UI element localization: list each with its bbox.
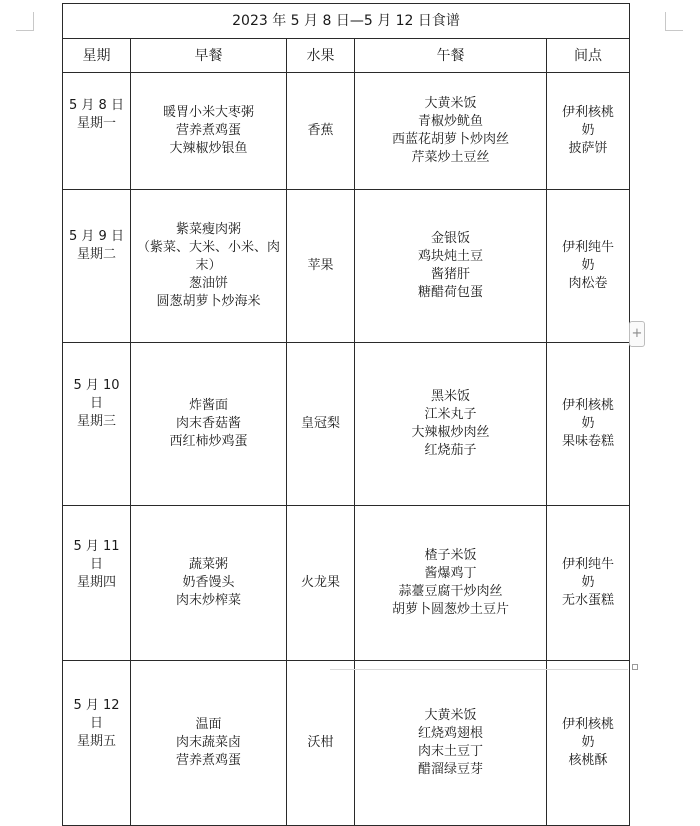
snack-cell[interactable] xyxy=(547,661,630,826)
dish: 西红柿炒鸡蛋 xyxy=(169,434,248,449)
header-fruit[interactable]: 水果 xyxy=(287,39,355,73)
crop-mark-top-left-h xyxy=(16,30,34,31)
table-resize-handle[interactable] xyxy=(632,664,638,670)
header-snack[interactable]: 间点 xyxy=(547,39,630,73)
snack-line: 伊利核桃 xyxy=(562,717,615,732)
lunch-cell[interactable] xyxy=(355,661,547,826)
snack-line: 肉松卷 xyxy=(568,276,608,291)
crop-mark-top-right-h xyxy=(665,30,683,31)
dish: 蒜薹豆腐干炒肉丝 xyxy=(398,584,503,599)
snack-cell[interactable] xyxy=(547,73,630,190)
table-row xyxy=(63,506,630,661)
dish: 酱爆鸡丁 xyxy=(424,566,477,581)
snack-cell[interactable] xyxy=(547,506,630,661)
dish: 糖醋荷包蛋 xyxy=(417,285,483,300)
date-cell[interactable] xyxy=(63,506,131,661)
date-cell[interactable] xyxy=(63,190,131,343)
dish: 金银饭 xyxy=(430,231,470,246)
lunch-cell[interactable] xyxy=(355,343,547,506)
table-row xyxy=(63,661,630,826)
dish: 胡萝卜圆葱炒土豆片 xyxy=(391,602,509,617)
add-row-button[interactable] xyxy=(629,321,645,347)
dish-note: （紫菜、大米、小米、肉 xyxy=(136,240,280,255)
weekday-line: 星期四 xyxy=(76,575,116,590)
date-line: 5 月 8 日 xyxy=(69,98,124,113)
breakfast-cell[interactable] xyxy=(131,190,287,343)
menu-title[interactable]: 2023 年 5 月 8 日—5 月 12 日食谱 xyxy=(63,4,630,39)
table-bottom-guide xyxy=(330,669,628,670)
dish: 大辣椒炒肉丝 xyxy=(411,425,490,440)
snack-line: 伊利核桃 xyxy=(562,398,615,413)
breakfast-cell[interactable] xyxy=(131,661,287,826)
dish: 青椒炒鱿鱼 xyxy=(417,114,483,129)
table-row xyxy=(63,343,630,506)
lunch-cell[interactable] xyxy=(355,73,547,190)
snack-line: 果味卷糕 xyxy=(562,434,615,449)
dish: 大黄米饭 xyxy=(424,96,477,111)
title-row xyxy=(63,4,630,39)
dish-note: 末） xyxy=(195,258,222,273)
weekday-line: 星期三 xyxy=(76,414,116,429)
header-breakfast[interactable]: 早餐 xyxy=(131,39,287,73)
snack-line: 奶 xyxy=(581,575,595,590)
dish: 大黄米饭 xyxy=(424,708,477,723)
snack-line: 奶 xyxy=(581,123,595,138)
dish: 暖胃小米大枣粥 xyxy=(162,105,254,120)
snack-line: 无水蛋糕 xyxy=(562,593,615,608)
dish: 肉末香菇酱 xyxy=(175,416,241,431)
header-lunch[interactable]: 午餐 xyxy=(355,39,547,73)
dish: 西蓝花胡萝卜炒肉丝 xyxy=(391,132,509,147)
dish: 温面 xyxy=(195,717,222,732)
date-cell[interactable] xyxy=(63,73,131,190)
dish: 圆葱胡萝卜炒海米 xyxy=(156,294,261,309)
dish: 葱油饼 xyxy=(188,276,228,291)
dish: 肉末土豆丁 xyxy=(417,744,483,759)
date-line: 5 月 9 日 xyxy=(69,229,124,244)
breakfast-cell[interactable] xyxy=(131,73,287,190)
table-row xyxy=(63,190,630,343)
weekday-line: 星期二 xyxy=(76,247,116,262)
dish: 紫菜瘦肉粥 xyxy=(175,222,241,237)
date-line: 5 月 10 xyxy=(73,378,120,393)
dish: 营养煮鸡蛋 xyxy=(175,123,241,138)
snack-line: 奶 xyxy=(581,258,595,273)
lunch-cell[interactable] xyxy=(355,506,547,661)
crop-mark-top-right-v xyxy=(665,12,666,31)
dish: 红烧茄子 xyxy=(424,443,477,458)
dish: 芹菜炒土豆丝 xyxy=(411,150,490,165)
dish: 楂子米饭 xyxy=(424,548,477,563)
dish: 鸡块炖土豆 xyxy=(417,249,483,264)
dish: 醋溜绿豆芽 xyxy=(417,762,483,777)
header-weekday[interactable]: 星期 xyxy=(63,39,131,73)
dish: 肉末炒榨菜 xyxy=(175,593,241,608)
snack-cell[interactable] xyxy=(547,190,630,343)
snack-line: 伊利纯牛 xyxy=(562,240,615,255)
weekly-menu-table xyxy=(62,3,630,826)
date-line: 5 月 11 xyxy=(73,539,120,554)
snack-line: 披萨饼 xyxy=(568,141,608,156)
fruit-cell[interactable]: 香蕉 xyxy=(287,73,355,190)
dish: 奶香馒头 xyxy=(182,575,235,590)
snack-line: 奶 xyxy=(581,416,595,431)
fruit-cell[interactable]: 皇冠梨 xyxy=(287,343,355,506)
fruit-cell[interactable]: 火龙果 xyxy=(287,506,355,661)
date-line: 日 xyxy=(89,557,103,572)
date-line: 日 xyxy=(89,396,103,411)
fruit-cell[interactable]: 苹果 xyxy=(287,190,355,343)
plus-icon: + xyxy=(631,326,643,341)
dish: 酱猪肝 xyxy=(430,267,470,282)
dish: 大辣椒炒银鱼 xyxy=(169,141,248,156)
dish: 黑米饭 xyxy=(430,389,470,404)
dish: 肉末蔬菜卤 xyxy=(175,735,241,750)
snack-line: 奶 xyxy=(581,735,595,750)
header-row xyxy=(63,39,630,73)
crop-mark-top-left-v xyxy=(33,12,34,31)
date-cell[interactable] xyxy=(63,343,131,506)
table-row xyxy=(63,73,630,190)
dish: 营养煮鸡蛋 xyxy=(175,753,241,768)
weekday-line: 星期一 xyxy=(76,116,116,131)
lunch-cell[interactable] xyxy=(355,190,547,343)
dish: 蔬菜粥 xyxy=(188,557,228,572)
date-line: 日 xyxy=(89,716,103,731)
date-line: 5 月 12 xyxy=(73,698,120,713)
dish: 红烧鸡翅根 xyxy=(417,726,483,741)
weekday-line: 星期五 xyxy=(76,734,116,749)
snack-line: 伊利纯牛 xyxy=(562,557,615,572)
dish: 炸酱面 xyxy=(188,398,228,413)
date-cell[interactable] xyxy=(63,661,131,826)
breakfast-cell[interactable] xyxy=(131,343,287,506)
fruit-cell[interactable]: 沃柑 xyxy=(287,661,355,826)
dish: 江米丸子 xyxy=(424,407,477,422)
snack-line: 伊利核桃 xyxy=(562,105,615,120)
breakfast-cell[interactable] xyxy=(131,506,287,661)
snack-line: 核桃酥 xyxy=(568,753,608,768)
snack-cell[interactable] xyxy=(547,343,630,506)
